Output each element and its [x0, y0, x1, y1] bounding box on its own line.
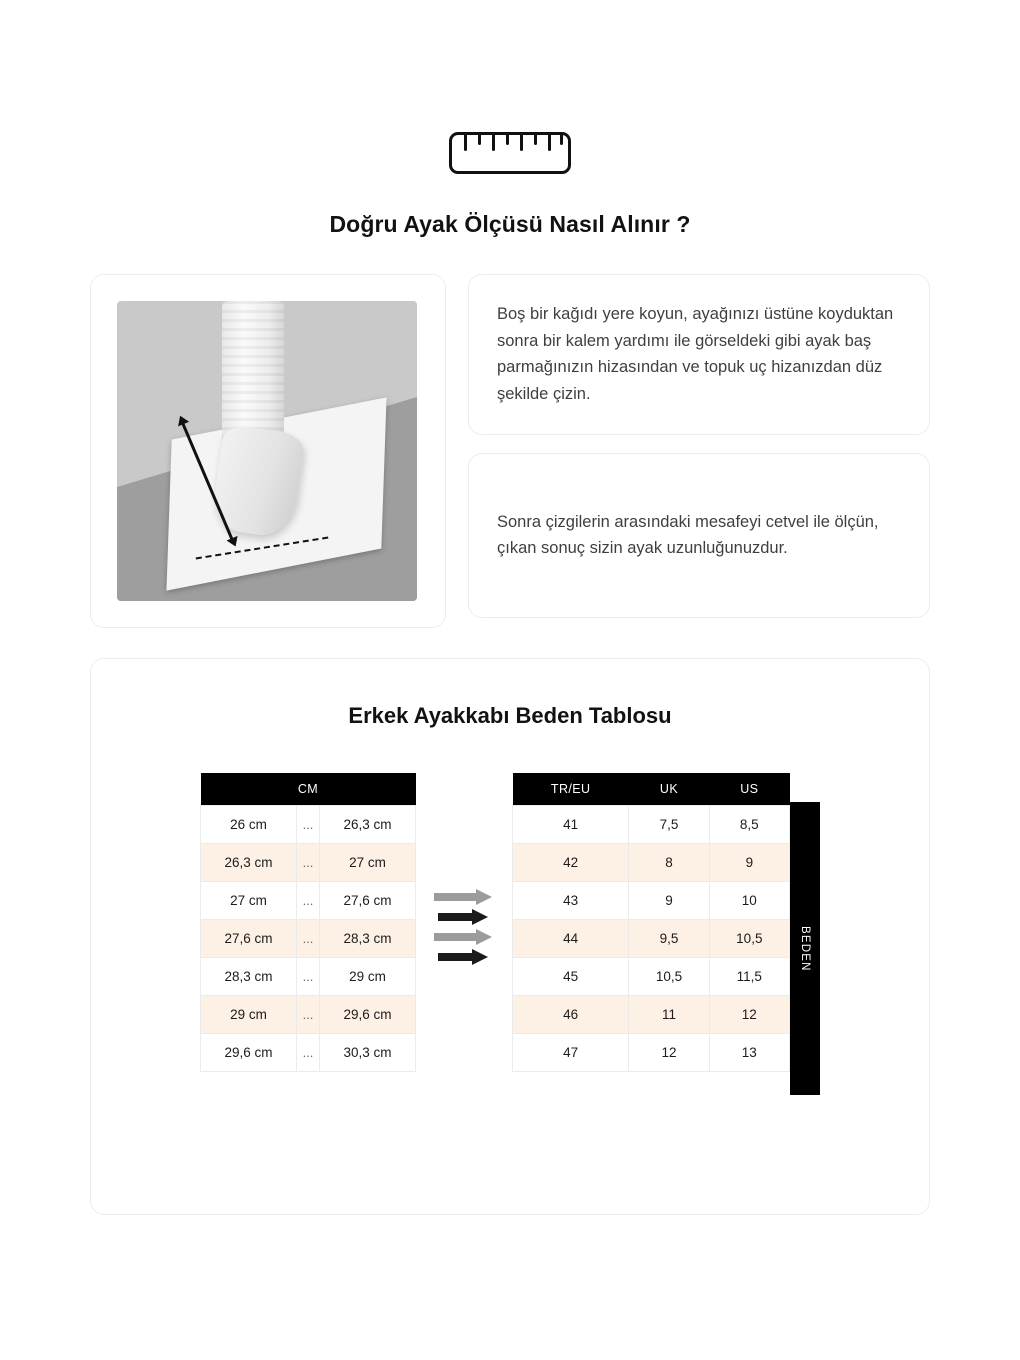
- arrow-right-icon: [434, 891, 494, 902]
- cm-from: 27,6 cm: [201, 920, 297, 958]
- instruction-text-1: Boş bir kağıdı yere koyun, ayağınızı üstüne koyduktan sonra bir kalem yardımı ile görseldeki gibi ayak baş parmağınızın hizasından ve topuk uç hizanızdan düz şekilde çizin.: [497, 305, 894, 404]
- size-uk: 9: [629, 882, 709, 920]
- table-row: [513, 882, 790, 920]
- size-eu: 45: [513, 958, 629, 996]
- table-row: [513, 1034, 790, 1072]
- cm-sep: ...: [296, 1034, 319, 1072]
- size-uk: 11: [629, 996, 709, 1034]
- table-row: [513, 806, 790, 844]
- instruction-card-1: [468, 274, 930, 435]
- table-row: [513, 844, 790, 882]
- size-table: [512, 773, 790, 1072]
- cm-to: 29 cm: [320, 958, 416, 996]
- size-table-header-row: [513, 773, 790, 806]
- table-row: [201, 882, 416, 920]
- cm-sep: ...: [296, 920, 319, 958]
- size-eu: 47: [513, 1034, 629, 1072]
- cm-sep: ...: [296, 882, 319, 920]
- size-eu: 46: [513, 996, 629, 1034]
- size-us: 13: [709, 1034, 789, 1072]
- cm-from: 26 cm: [201, 806, 297, 844]
- cm-from: 28,3 cm: [201, 958, 297, 996]
- cm-table: [200, 773, 416, 1072]
- size-us: 10,5: [709, 920, 789, 958]
- cm-to: 30,3 cm: [320, 1034, 416, 1072]
- size-us: 10: [709, 882, 789, 920]
- photo-card: [90, 274, 446, 628]
- size-header-eu: TR/EU: [513, 773, 629, 806]
- arrow-right-icon: [438, 951, 490, 962]
- size-eu: 44: [513, 920, 629, 958]
- size-table-card: [90, 658, 930, 1215]
- cm-to: 27 cm: [320, 844, 416, 882]
- size-uk: 7,5: [629, 806, 709, 844]
- instruction-card-2: [468, 453, 930, 618]
- arrow-right-icon: [434, 931, 494, 942]
- cm-sep: ...: [296, 844, 319, 882]
- tables-wrapper: [91, 773, 929, 1095]
- instruction-column: [468, 274, 930, 618]
- ruler-icon: [449, 132, 571, 174]
- cm-table-header: CM: [201, 773, 416, 806]
- table-row: [201, 996, 416, 1034]
- table-row: [201, 958, 416, 996]
- table-row: [201, 920, 416, 958]
- table-row: [201, 806, 416, 844]
- cm-table-header-row: [201, 773, 416, 806]
- page-header: [0, 0, 1020, 238]
- size-us: 11,5: [709, 958, 789, 996]
- size-uk: 9,5: [629, 920, 709, 958]
- size-eu: 42: [513, 844, 629, 882]
- size-us: 9: [709, 844, 789, 882]
- page-title: Doğru Ayak Ölçüsü Nasıl Alınır ?: [329, 211, 691, 237]
- conversion-arrows: [416, 773, 512, 962]
- cm-sep: ...: [296, 996, 319, 1034]
- table-row: [513, 920, 790, 958]
- cm-to: 27,6 cm: [320, 882, 416, 920]
- size-uk: 10,5: [629, 958, 709, 996]
- cm-from: 26,3 cm: [201, 844, 297, 882]
- table-row: [201, 1034, 416, 1072]
- table-row: [513, 958, 790, 996]
- table-row: [513, 996, 790, 1034]
- size-uk: 8: [629, 844, 709, 882]
- cm-from: 29,6 cm: [201, 1034, 297, 1072]
- foot-measurement-photo: [117, 301, 417, 601]
- cm-from: 27 cm: [201, 882, 297, 920]
- beden-side-label: [790, 802, 820, 1095]
- beden-side-label-text: BEDEN: [799, 925, 811, 972]
- size-eu: 43: [513, 882, 629, 920]
- cm-to: 29,6 cm: [320, 996, 416, 1034]
- intro-section: [0, 238, 1020, 628]
- size-us: 8,5: [709, 806, 789, 844]
- cm-from: 29 cm: [201, 996, 297, 1034]
- table-row: [201, 844, 416, 882]
- size-header-us: US: [709, 773, 789, 806]
- size-us: 12: [709, 996, 789, 1034]
- size-table-title: Erkek Ayakkabı Beden Tablosu: [348, 703, 672, 728]
- instruction-text-2: Sonra çizgilerin arasındaki mesafeyi cetvel ile ölçün, çıkan sonuç sizin ayak uzunluğunuzdur.: [497, 512, 879, 558]
- size-uk: 12: [629, 1034, 709, 1072]
- size-header-uk: UK: [629, 773, 709, 806]
- arrow-right-icon: [438, 911, 490, 922]
- cm-sep: ...: [296, 806, 319, 844]
- cm-to: 28,3 cm: [320, 920, 416, 958]
- cm-sep: ...: [296, 958, 319, 996]
- cm-to: 26,3 cm: [320, 806, 416, 844]
- size-eu: 41: [513, 806, 629, 844]
